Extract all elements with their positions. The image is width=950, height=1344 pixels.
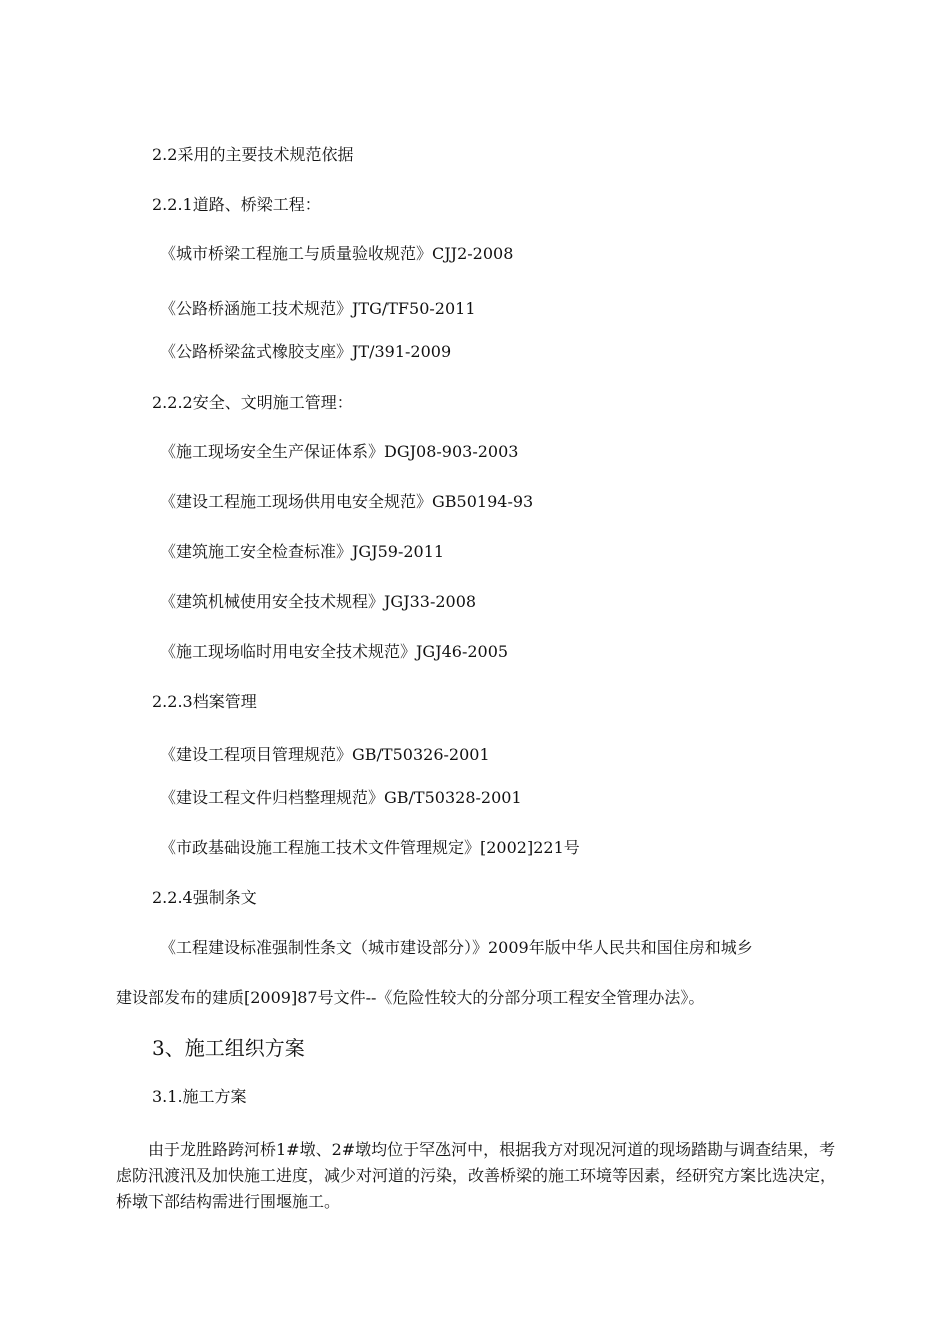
standard-item: 《市政基础设施工程施工技术文件管理规定》[2002]221号 (160, 838, 580, 857)
standard-item: 《施工现场临时用电安全技术规范》JGJ46-2005 (160, 642, 509, 661)
standard-item: 《建设工程文件归档整理规范》GB/T50328-2001 (160, 788, 522, 807)
construction-plan-paragraph: 由于龙胜路跨河桥1#墩、2#墩均位于罕氹河中，根据我方对现况河道的现场踏勘与调查结果，考虑防汛渡汛及加快施工进度，减少对河道的污染，改善桥梁的施工环境等因素，经研究方案比选决定，桥墩下部结构需进行围堰施工。 (116, 1140, 837, 1211)
standard-item: 《建设工程项目管理规范》GB/T50326-2001 (160, 745, 490, 764)
standard-item: 《建设工程施工现场供用电安全规范》GB50194-93 (160, 492, 534, 511)
subsection-heading-2-2-3: 2.2.3档案管理 (152, 692, 257, 711)
mandatory-clause-line-1: 《工程建设标准强制性条文（城市建设部分）》2009年版中华人民共和国住房和城乡 (160, 938, 753, 957)
mandatory-clause-line-2: 建设部发布的建质[2009]87号文件--《危险性较大的分部分项工程安全管理办法》。 (116, 988, 705, 1007)
standard-item: 《公路桥梁盆式橡胶支座》JT/391-2009 (160, 342, 452, 361)
standard-item: 《建筑施工安全检查标准》JGJ59-2011 (160, 542, 445, 561)
standard-item: 《公路桥涵施工技术规范》JTG/TF50-2011 (160, 299, 476, 318)
section-heading-3: 3、施工组织方案 (152, 1036, 305, 1060)
standard-item: 《施工现场安全生产保证体系》DGJ08-903-2003 (160, 442, 519, 461)
section-heading-2-2: 2.2采用的主要技术规范依据 (152, 145, 354, 164)
standard-item: 《建筑机械使用安全技术规程》JGJ33-2008 (160, 592, 477, 611)
subsection-heading-2-2-4: 2.2.4强制条文 (152, 888, 257, 907)
subsection-heading-2-2-2: 2.2.2安全、文明施工管理： (152, 393, 353, 412)
subsection-heading-2-2-1: 2.2.1道路、桥梁工程： (152, 195, 321, 214)
subsection-heading-3-1: 3.1.施工方案 (152, 1087, 247, 1106)
standard-item: 《城市桥梁工程施工与质量验收规范》CJJ2-2008 (160, 244, 514, 263)
